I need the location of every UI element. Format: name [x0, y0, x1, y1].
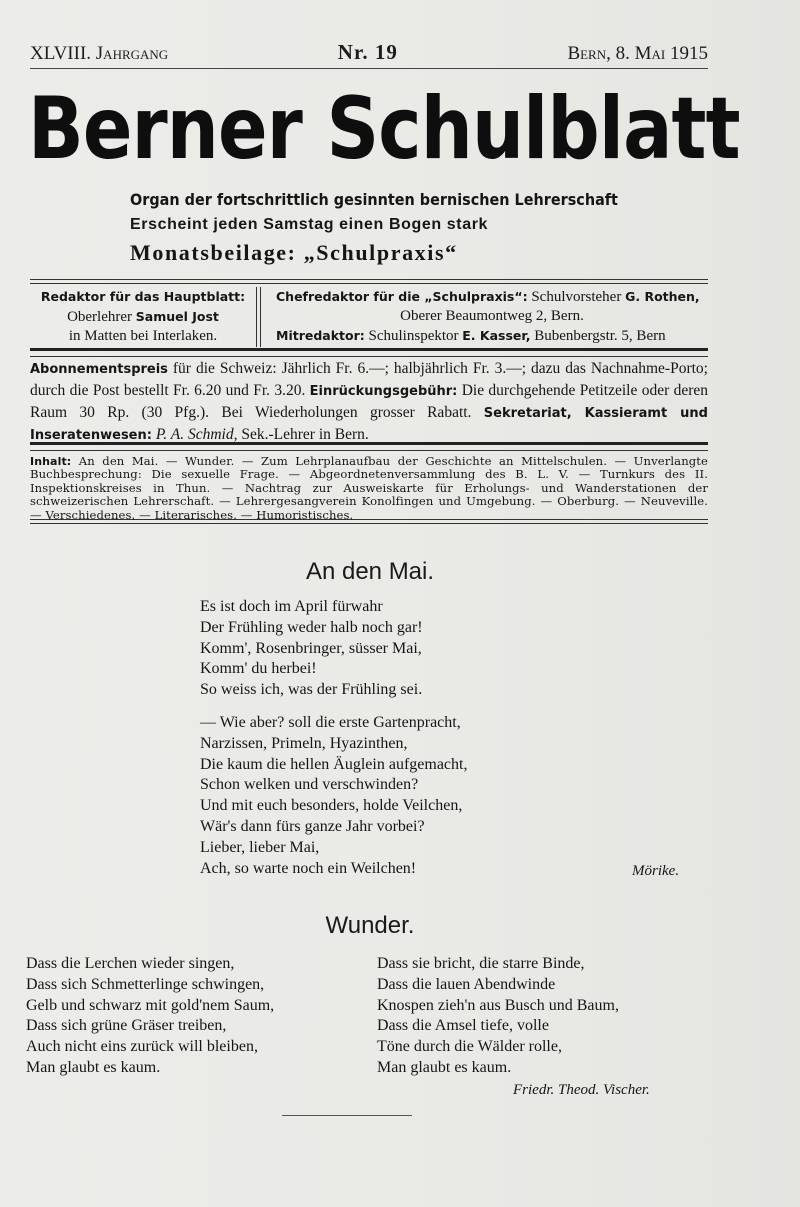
subtitle-frequency: Erscheint jeden Samstag einen Bogen stark	[130, 216, 489, 233]
co-editor-name: E. Kasser,	[462, 328, 531, 343]
main-editor-name: Samuel Jost	[135, 309, 219, 324]
editors-top-rule	[30, 279, 708, 284]
contents-label: Inhalt:	[30, 455, 72, 468]
poem-line: Narzissen, Primeln, Hyazinthen,	[200, 734, 408, 752]
subscription-top-rule	[30, 348, 708, 357]
poem-line: Dass die lauen Abendwinde	[377, 975, 556, 993]
issue-header	[30, 40, 708, 65]
poem-wunder-right-column	[377, 954, 619, 1079]
poem-line: Lieber, lieber Mai,	[200, 838, 320, 856]
poem-line: — Wie aber? soll die erste Gartenpracht,	[200, 713, 461, 731]
secretariat-label: Sekretariat, Kassieramt und Inseratenwesen:	[30, 406, 708, 443]
poem-line: Dass sich grüne Gräser treiben,	[26, 1017, 227, 1035]
masthead-title: Berner Schulblatt	[28, 79, 740, 179]
poem-line: Schon welken und verschwinden?	[200, 776, 419, 794]
poem-line: Knospen zieh'n aus Busch und Baum,	[377, 996, 619, 1014]
poem-line: Wär's dann fürs ganze Jahr vorbei?	[200, 817, 425, 835]
end-rule	[282, 1115, 412, 1116]
poem-line: Dass sich Schmetterlinge schwingen,	[26, 975, 265, 993]
subscription-label: Abonnementspreis	[30, 362, 168, 377]
main-editor-label: Redaktor für das Hauptblatt:	[40, 289, 246, 304]
chief-editor-address: Oberer Beaumontweg 2, Bern.	[400, 308, 584, 324]
chief-editor-label: Chefredaktor für die „Schulpraxis“:	[276, 289, 528, 304]
poem-line: Auch nicht eins zurück will bleiben,	[26, 1038, 258, 1056]
supplement-editors	[276, 287, 708, 346]
insertion-fee-label: Einrückungsgebühr:	[309, 384, 458, 399]
subtitle-supplement: Monatsbeilage: „Schulpraxis“	[130, 240, 458, 265]
place-date: Bern, 8. Mai 1915	[567, 43, 708, 64]
poem-line: Komm', Rosenbringer, süsser Mai,	[200, 639, 422, 657]
poem-line: Dass die Lerchen wieder singen,	[26, 955, 235, 972]
poem-line: Gelb und schwarz mit gold'nem Saum,	[26, 996, 275, 1014]
issue-number: Nr. 19	[337, 40, 398, 64]
poem-line: Und mit euch besonders, holde Veilchen,	[200, 797, 463, 815]
co-editor-title: Schulinspektor	[364, 328, 463, 344]
subscription-info	[30, 358, 708, 446]
editors-block	[30, 287, 708, 345]
secretary-name: P. A. Schmid,	[151, 426, 238, 443]
subscription-text: für die Schweiz: Jährlich Fr. 6.—; halbjährlich Fr. 3.—; dazu das Nachnahme-Porto; durch die Post bestellt Fr. 6.20 und Fr. 3.20.	[30, 360, 708, 399]
poem-line: Komm' du herbei!	[200, 660, 317, 678]
poem-author-vischer: Friedr. Theod. Vischer.	[513, 1082, 650, 1098]
co-editor-address: Bubenbergstr. 5, Bern	[530, 328, 666, 344]
poem-line: Töne durch die Wälder rolle,	[377, 1038, 562, 1056]
poem-line: Man glaubt es kaum.	[377, 1058, 512, 1076]
header-rule	[30, 68, 708, 69]
poem-author-moerike: Mörike.	[632, 863, 680, 879]
poem-line: Die kaum die hellen Äuglein aufgemacht,	[200, 755, 468, 773]
main-editor-title: Oberlehrer	[67, 309, 136, 325]
volume: XLVIII. Jahrgang	[30, 43, 169, 64]
poem-title-wunder: Wunder.	[325, 912, 415, 939]
chief-editor-title: Schulvorsteher	[527, 289, 626, 305]
poem-wunder-left-column	[26, 954, 274, 1079]
poem-line: Dass die Amsel tiefe, volle	[377, 1017, 549, 1035]
poem-title-an-den-mai: An den Mai.	[305, 558, 435, 585]
poem-line: Es ist doch im April fürwahr	[200, 598, 383, 615]
contents-bottom-rule	[30, 519, 708, 524]
main-editor	[30, 287, 256, 346]
insertion-fee-text: Die durchgehende Petitzeile oder deren Raum 30 Rp. (30 Pfg.). Bei Wiederholungen grosser Rabatt.	[30, 382, 708, 421]
poem-line: Ach, so warte noch ein Weilchen!	[200, 859, 417, 877]
secretary-title: Sek.-Lehrer in Bern.	[237, 426, 369, 443]
poem-line: Dass sie bricht, die starre Binde,	[377, 955, 585, 972]
contents-text: An den Mai. — Wunder. — Zum Lehrplanaufbau der Geschichte an Mittelschulen. — Unverlangte Buchbesprechung: Die sexuelle Frage. — Abgeordnetenversammlung des B. L. V. — Turnkurs des II. Inspektionskreises in Thun. — Nachtrag zur Ausweiskarte für Erholungs- und Wanderstationen der schweizerischen Lehrerschaft. — Lehrergesangverein Konolfingen und Umgebung. — Oberburg. — Neuveville. — Verschiedenes. — Literarisches. — Humoristisches.	[30, 454, 708, 522]
poem-an-den-mai	[200, 597, 467, 879]
chief-editor-name: G. Rothen,	[625, 289, 700, 304]
contents-top-rule	[30, 442, 708, 451]
poem-line: So weiss ich, was der Frühling sei.	[200, 681, 423, 699]
poem-line: Der Frühling weder halb noch gar!	[200, 618, 423, 636]
co-editor-label: Mitredaktor:	[276, 328, 365, 343]
subtitle-organ: Organ der fortschrittlich gesinnten bernischen Lehrerschaft	[130, 190, 618, 209]
main-editor-place: in Matten bei Interlaken.	[68, 328, 218, 344]
poem-line: Man glaubt es kaum.	[26, 1058, 161, 1076]
table-of-contents	[30, 455, 708, 522]
